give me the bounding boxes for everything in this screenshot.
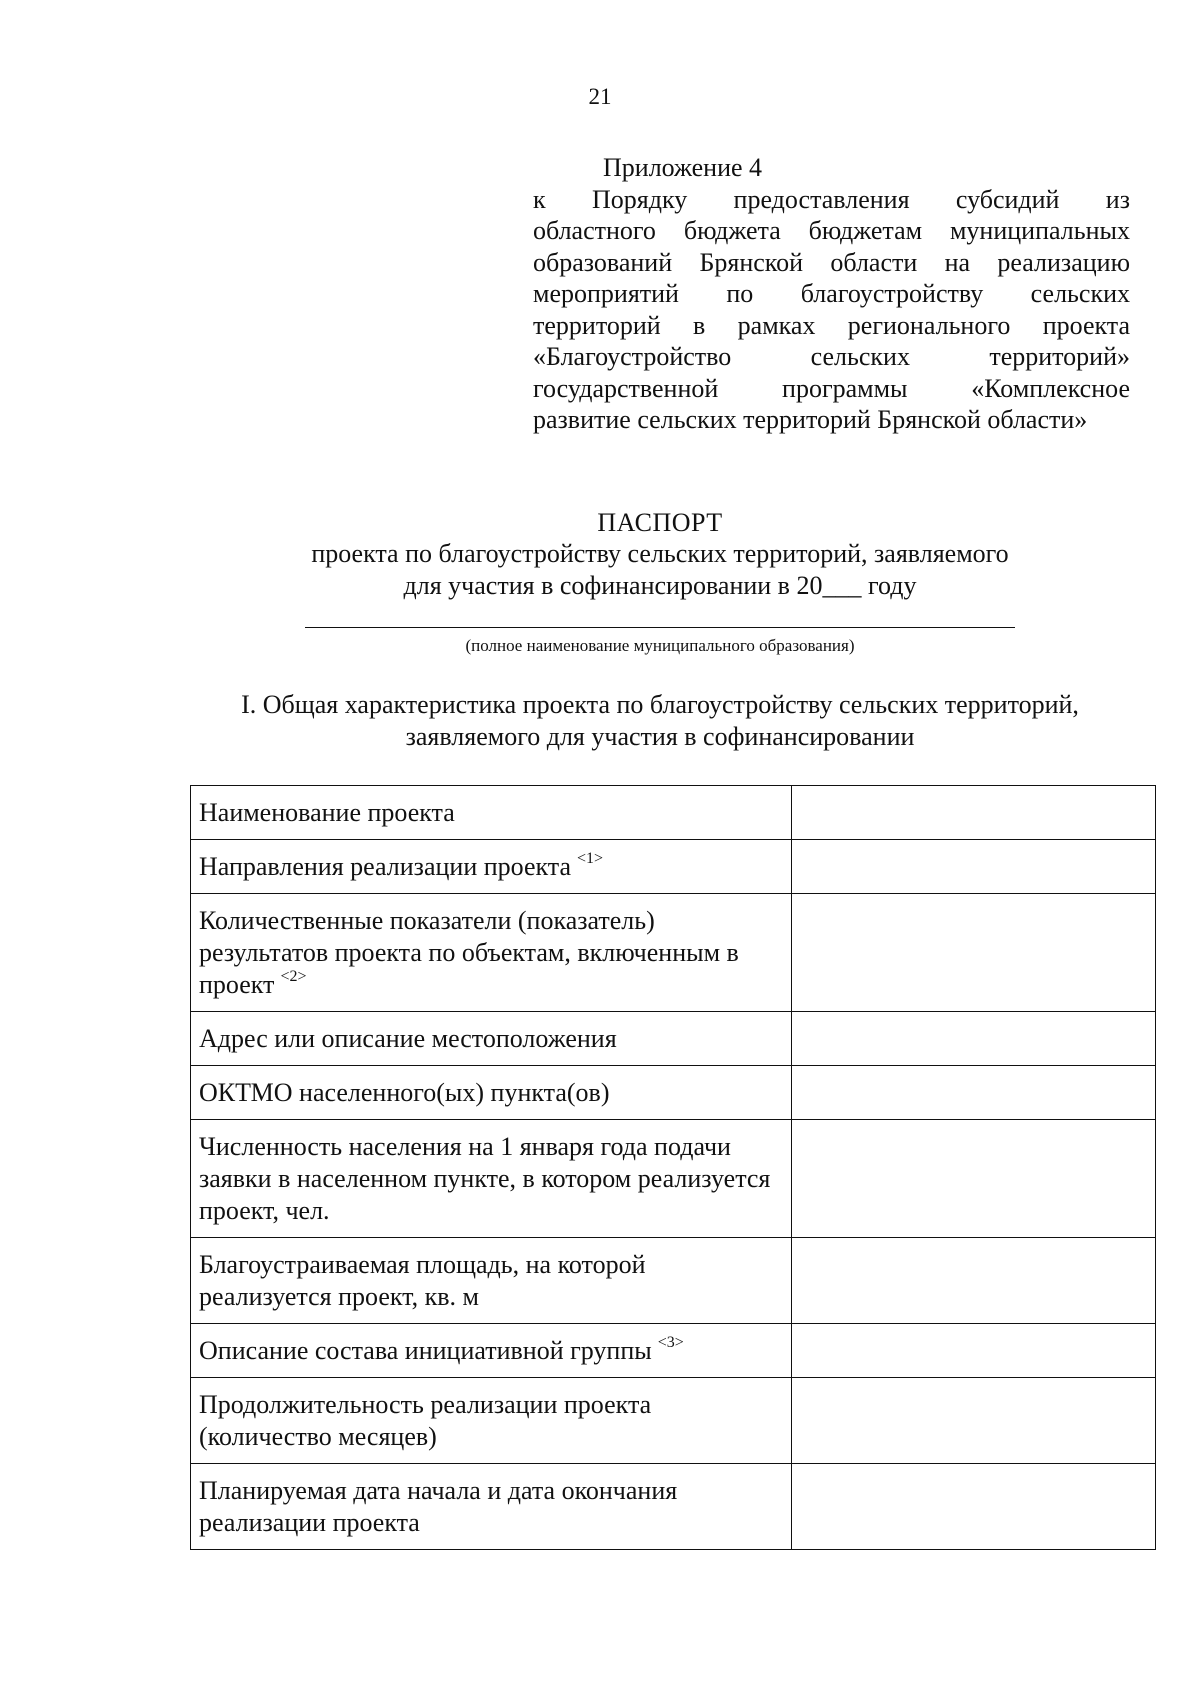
row-label: Количественные показатели (показатель) результатов проекта по объектам, включенным в проект [199,905,739,999]
row-value-cell [792,1238,1156,1324]
row-label: Численность населения на 1 января года подачи заявки в населенном пункте, в котором реализуется проект, чел. [199,1131,771,1225]
row-value-cell [792,1378,1156,1464]
table-row [191,1464,1156,1550]
row-value-cell [792,1012,1156,1066]
table-row [191,786,1156,840]
municipality-name-caption: (полное наименование муниципального образования) [465,636,855,655]
table-row [191,1012,1156,1066]
row-value-cell [792,894,1156,1012]
passport-subtitle [200,538,1120,602]
appendix-line: к Порядку предоставления субсидий из [533,184,1130,214]
table-row [191,1120,1156,1238]
row-label: Планируемая дата начала и дата окончания реализации проекта [199,1475,678,1537]
table-row [191,1066,1156,1120]
row-label-cell [191,840,792,894]
appendix-line: мероприятий по благоустройству сельских [533,279,1130,308]
passport-title: ПАСПОРТ [597,508,723,537]
table-row [191,1238,1156,1324]
row-label-cell [191,1324,792,1378]
row-label: Описание состава инициативной группы [199,1335,652,1365]
passport-subtitle-line: проекта по благоустройству сельских территорий, заявляемого [311,539,1009,568]
appendix-line: образований Брянской области на реализацию [533,247,1130,277]
section-heading [150,689,1170,753]
row-value-cell [792,1066,1156,1120]
row-label: Наименование проекта [199,797,455,827]
table-row [191,840,1156,894]
appendix-body [533,184,1130,436]
row-label-cell [191,1120,792,1238]
row-label-cell [191,1012,792,1066]
row-label-cell [191,786,792,840]
row-value-cell [792,786,1156,840]
row-value-cell [792,1120,1156,1238]
row-label-cell [191,1464,792,1550]
footnote-marker: <1> [577,849,604,867]
table-row [191,1378,1156,1464]
appendix-line: развитие сельских территорий Брянской области» [533,405,1088,434]
appendix-line: территорий в рамках регионального проекта [533,310,1130,340]
row-label: Адрес или описание местоположения [199,1023,617,1053]
footnote-marker: <2> [280,967,307,985]
page-number: 21 [588,84,612,109]
appendix-line: областного бюджета бюджетам муниципальных [533,216,1130,245]
row-label: Продолжительность реализации проекта (количество месяцев) [199,1389,652,1451]
footnote-marker: <3> [657,1333,684,1351]
row-label: Благоустраиваемая площадь, на которой реализуется проект, кв. м [199,1249,646,1311]
project-characteristics-table [190,785,1156,1550]
table-row [191,894,1156,1012]
appendix-block [533,152,1130,436]
row-label: Направления реализации проекта [199,851,572,881]
row-label-cell [191,1238,792,1324]
municipality-name-blank [305,627,1015,628]
table-row [191,1324,1156,1378]
section-heading-line: заявляемого для участия в софинансировании [405,722,915,751]
row-value-cell [792,840,1156,894]
appendix-line: государственной программы «Комплексное [533,373,1130,403]
appendix-line: «Благоустройство сельских территорий» [533,342,1130,371]
row-value-cell [792,1464,1156,1550]
table-body [191,786,1156,1550]
section-heading-line: I. Общая характеристика проекта по благоустройству сельских территорий, [241,690,1079,719]
row-label: ОКТМО населенного(ых) пункта(ов) [199,1077,610,1107]
row-label-cell [191,894,792,1012]
passport-subtitle-line: для участия в софинансировании в 20___ году [403,571,917,600]
row-label-cell [191,1378,792,1464]
appendix-title: Приложение 4 [603,153,763,182]
row-value-cell [792,1324,1156,1378]
row-label-cell [191,1066,792,1120]
